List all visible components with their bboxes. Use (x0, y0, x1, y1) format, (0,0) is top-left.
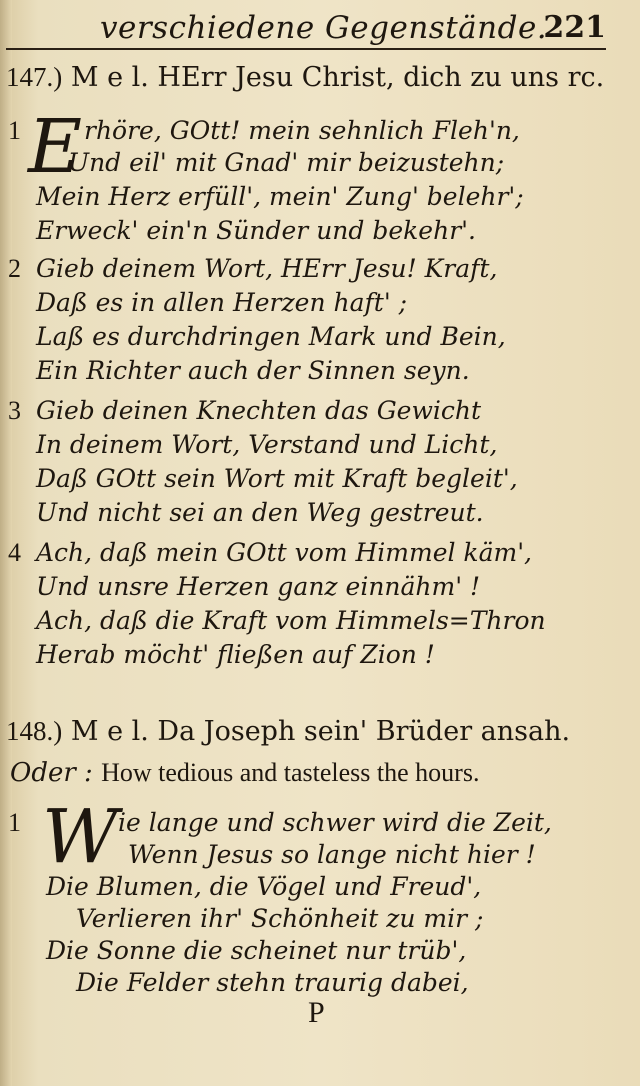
drop-cap: E (28, 104, 83, 190)
stanza-number: 4 (8, 538, 21, 567)
verse-line: Und unsre Herzen ganz einnähm' ! (36, 572, 481, 601)
verse-line: Ach, daß die Kraft vom Himmels=Thron (36, 606, 546, 635)
verse-line: Und eil' mit Gnad' mir beizustehn; (68, 148, 505, 177)
verse-line: ie lange und schwer wird die Zeit, (118, 808, 552, 837)
verse-line: Wenn Jesus so lange nicht hier ! (128, 840, 536, 869)
stanza-number: 1 (8, 116, 21, 145)
hymn-number: 147.) (6, 62, 63, 92)
verse-line: Daß GOtt sein Wort mit Kraft begleit', (36, 464, 518, 493)
hymn-number: 148.) (6, 716, 63, 746)
verse-line: Mein Herz erfüll', mein' Zung' belehr'; (36, 182, 524, 211)
verse-line: rhöre, GOtt! mein sehnlich Fleh'n, (84, 116, 520, 145)
verse-line: Die Blumen, die Vögel und Freud', (46, 872, 482, 901)
verse-line: Gieb deinem Wort, HErr Jesu! Kraft, (36, 254, 498, 283)
verse-line: Laß es durchdringen Mark und Bein, (36, 322, 506, 351)
stanza-number: 2 (8, 254, 21, 283)
verse-line: Herab möcht' fließen auf Zion ! (36, 640, 435, 669)
running-header (100, 10, 620, 50)
stanza-number: 3 (8, 396, 21, 425)
hymn-melody: M e l. HErr Jesu Christ, dich zu uns rc. (70, 62, 605, 93)
verse-line: Ein Richter auch der Sinnen seyn. (36, 356, 470, 385)
hymn-147-heading (6, 62, 604, 93)
stanza-number: 1 (8, 808, 21, 837)
verse-line: Verlieren ihr' Schönheit zu mir ; (76, 904, 484, 933)
header-title: verschiedene Gegenstände. (100, 10, 548, 46)
verse-line: Daß es in allen Herzen haft' ; (36, 288, 408, 317)
verse-line: Erweck' ein'n Sünder und bekehr'. (36, 216, 476, 245)
drop-cap: W (42, 794, 119, 880)
verse-line: Und nicht sei an den Weg gestreut. (36, 498, 484, 527)
hymn-melody: M e l. Da Joseph sein' Brüder ansah. (70, 716, 571, 747)
verse-line: In deinem Wort, Verstand und Licht, (36, 430, 498, 459)
header-rule (6, 48, 606, 50)
verse-line: Die Felder stehn traurig dabei, (76, 968, 469, 997)
hymn-148-heading (6, 716, 570, 747)
alt-prefix: Oder : (10, 758, 93, 788)
page-number: 221 (543, 10, 606, 45)
alt-tune-name: How tedious and tasteless the hours. (101, 758, 480, 787)
alternate-tune (10, 758, 479, 788)
verse-line: Gieb deinen Knechten das Gewicht (36, 396, 482, 425)
verse-line: Ach, daß mein GOtt vom Himmel käm', (36, 538, 533, 567)
verse-line: Die Sonne die scheinet nur trüb', (46, 936, 467, 965)
signature-mark: P (308, 996, 325, 1029)
